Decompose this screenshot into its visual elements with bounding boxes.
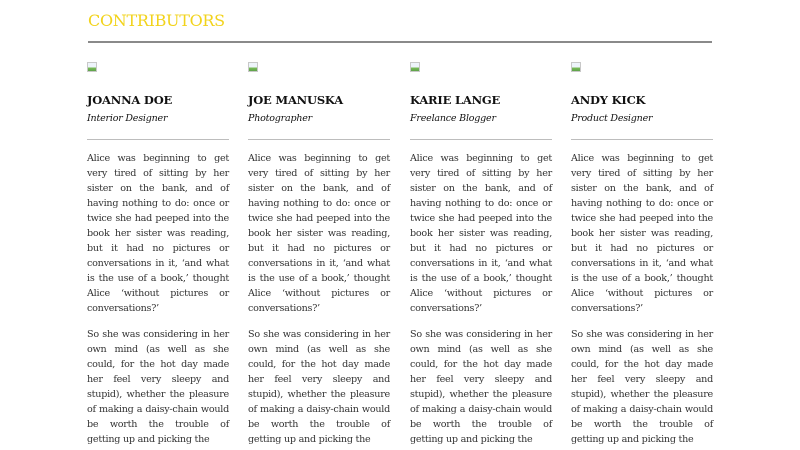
bio-paragraph-1: Alice was beginning to get very tired of sitting by her sister on the bank, and of having nothing to do: once or twice she had peeped into the book her sister was reading, but it had no pictures or conversations in it, ‘and what is the use of a book,’ thought Alice ‘without pictures or conversations?’ bbox=[410, 153, 552, 314]
contributor-name: KARIE LANGE bbox=[410, 93, 501, 107]
broken-image-icon bbox=[571, 62, 581, 72]
contributor-card-andy-kick bbox=[571, 62, 713, 447]
bio-paragraph-2: So she was considering in her own mind (as well as she could, for the hot day made her feel very sleepy and stupid), whether the pleasure of making a daisy-chain would be worth the trouble of getting up and picking the bbox=[410, 329, 552, 445]
card-divider bbox=[248, 139, 390, 140]
contributor-photo bbox=[87, 62, 98, 73]
broken-image-icon bbox=[87, 62, 97, 72]
bio-paragraph-1: Alice was beginning to get very tired of sitting by her sister on the bank, and of having nothing to do: once or twice she had peeped into the book her sister was reading, but it had no pictures or conversations in it, ‘and what is the use of a book,’ thought Alice ‘without pictures or conversations?’ bbox=[248, 153, 390, 314]
contributor-photo bbox=[248, 62, 259, 73]
bio-paragraph-2: So she was considering in her own mind (as well as she could, for the hot day made her feel very sleepy and stupid), whether the pleasure of making a daisy-chain would be worth the trouble of getting up and picking the bbox=[248, 329, 390, 445]
section-title: CONTRIBUTORS bbox=[88, 11, 225, 30]
contributor-role: Photographer bbox=[248, 113, 313, 124]
contributor-photo bbox=[571, 62, 582, 73]
contributor-name: JOANNA DOE bbox=[87, 93, 173, 107]
broken-image-icon bbox=[410, 62, 420, 72]
contributor-card-joanna-doe bbox=[87, 62, 229, 447]
card-divider bbox=[87, 139, 229, 140]
contributor-role: Interior Designer bbox=[87, 113, 168, 124]
broken-image-icon bbox=[248, 62, 258, 72]
card-divider bbox=[571, 139, 713, 140]
contributor-photo bbox=[410, 62, 421, 73]
contributor-role: Freelance Blogger bbox=[410, 113, 496, 124]
contributor-card-karie-lange bbox=[410, 62, 552, 447]
section-divider bbox=[88, 41, 712, 43]
contributor-name: ANDY KICK bbox=[571, 93, 646, 107]
card-divider bbox=[410, 139, 552, 140]
bio-paragraph-1: Alice was beginning to get very tired of sitting by her sister on the bank, and of having nothing to do: once or twice she had peeped into the book her sister was reading, but it had no pictures or conversations in it, ‘and what is the use of a book,’ thought Alice ‘without pictures or conversations?’ bbox=[571, 153, 713, 314]
contributor-name: JOE MANUSKA bbox=[248, 93, 343, 107]
contributor-card-joe-manuska bbox=[248, 62, 390, 447]
bio-paragraph-2: So she was considering in her own mind (as well as she could, for the hot day made her feel very sleepy and stupid), whether the pleasure of making a daisy-chain would be worth the trouble of getting up and picking the bbox=[571, 329, 713, 445]
bio-paragraph-1: Alice was beginning to get very tired of sitting by her sister on the bank, and of having nothing to do: once or twice she had peeped into the book her sister was reading, but it had no pictures or conversations in it, ‘and what is the use of a book,’ thought Alice ‘without pictures or conversations?’ bbox=[87, 153, 229, 314]
bio-paragraph-2: So she was considering in her own mind (as well as she could, for the hot day made her feel very sleepy and stupid), whether the pleasure of making a daisy-chain would be worth the trouble of getting up and picking the bbox=[87, 329, 229, 445]
contributor-role: Product Designer bbox=[571, 113, 653, 124]
